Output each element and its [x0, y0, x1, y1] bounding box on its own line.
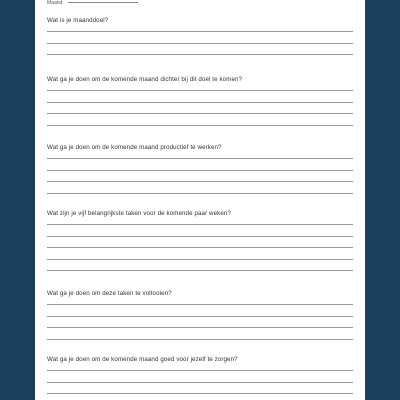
answer-line[interactable]: [47, 193, 353, 194]
answer-line[interactable]: [47, 316, 353, 317]
answer-lines[interactable]: [47, 370, 353, 394]
answer-line[interactable]: [47, 236, 353, 237]
answer-line[interactable]: [47, 90, 353, 91]
answer-line[interactable]: [47, 393, 353, 394]
answer-line[interactable]: [47, 304, 353, 305]
month-label: Maand:: [47, 0, 64, 6]
question-text: Wat ga je doen om deze taken te voltooien?: [47, 290, 172, 297]
section-closer-to-goal: [47, 76, 353, 136]
section-self-care: [47, 356, 353, 400]
answer-line[interactable]: [47, 247, 353, 248]
answer-line[interactable]: [47, 102, 353, 103]
answer-line[interactable]: [47, 181, 353, 182]
answer-lines[interactable]: [47, 31, 353, 55]
answer-line[interactable]: [47, 224, 353, 225]
question-text: Wat ga je doen om de komende maand productief te werken?: [47, 144, 222, 151]
answer-line[interactable]: [47, 43, 353, 44]
answer-line[interactable]: [47, 158, 353, 159]
answer-line[interactable]: [47, 339, 353, 340]
answer-lines[interactable]: [47, 224, 353, 271]
answer-line[interactable]: [47, 31, 353, 32]
answer-lines[interactable]: [47, 158, 353, 194]
month-field: [47, 0, 138, 6]
answer-line[interactable]: [47, 327, 353, 328]
question-text: Wat is je maanddoel?: [47, 17, 109, 24]
answer-line[interactable]: [47, 382, 353, 383]
answer-line[interactable]: [47, 259, 353, 260]
answer-line[interactable]: [47, 170, 353, 171]
question-text: Wat ga je doen om de komende maand dichter bij dit doel te komen?: [47, 76, 243, 83]
answer-lines[interactable]: [47, 90, 353, 126]
section-complete-tasks: [47, 290, 353, 350]
section-monthly-goal: [47, 17, 353, 66]
month-fill-line[interactable]: [68, 2, 138, 3]
worksheet-page: [35, 0, 365, 400]
answer-line[interactable]: [47, 270, 353, 271]
answer-line[interactable]: [47, 370, 353, 371]
section-productive: [47, 144, 353, 204]
answer-line[interactable]: [47, 125, 353, 126]
answer-line[interactable]: [47, 113, 353, 114]
question-text: Wat ga je doen om de komende maand goed voor jezelf te zorgen?: [47, 356, 238, 363]
question-text: Wat zijn je vijf belangrijkste taken voor de komende paar weken?: [47, 210, 231, 217]
section-five-tasks: [47, 210, 353, 282]
answer-line[interactable]: [47, 54, 353, 55]
answer-lines[interactable]: [47, 304, 353, 340]
